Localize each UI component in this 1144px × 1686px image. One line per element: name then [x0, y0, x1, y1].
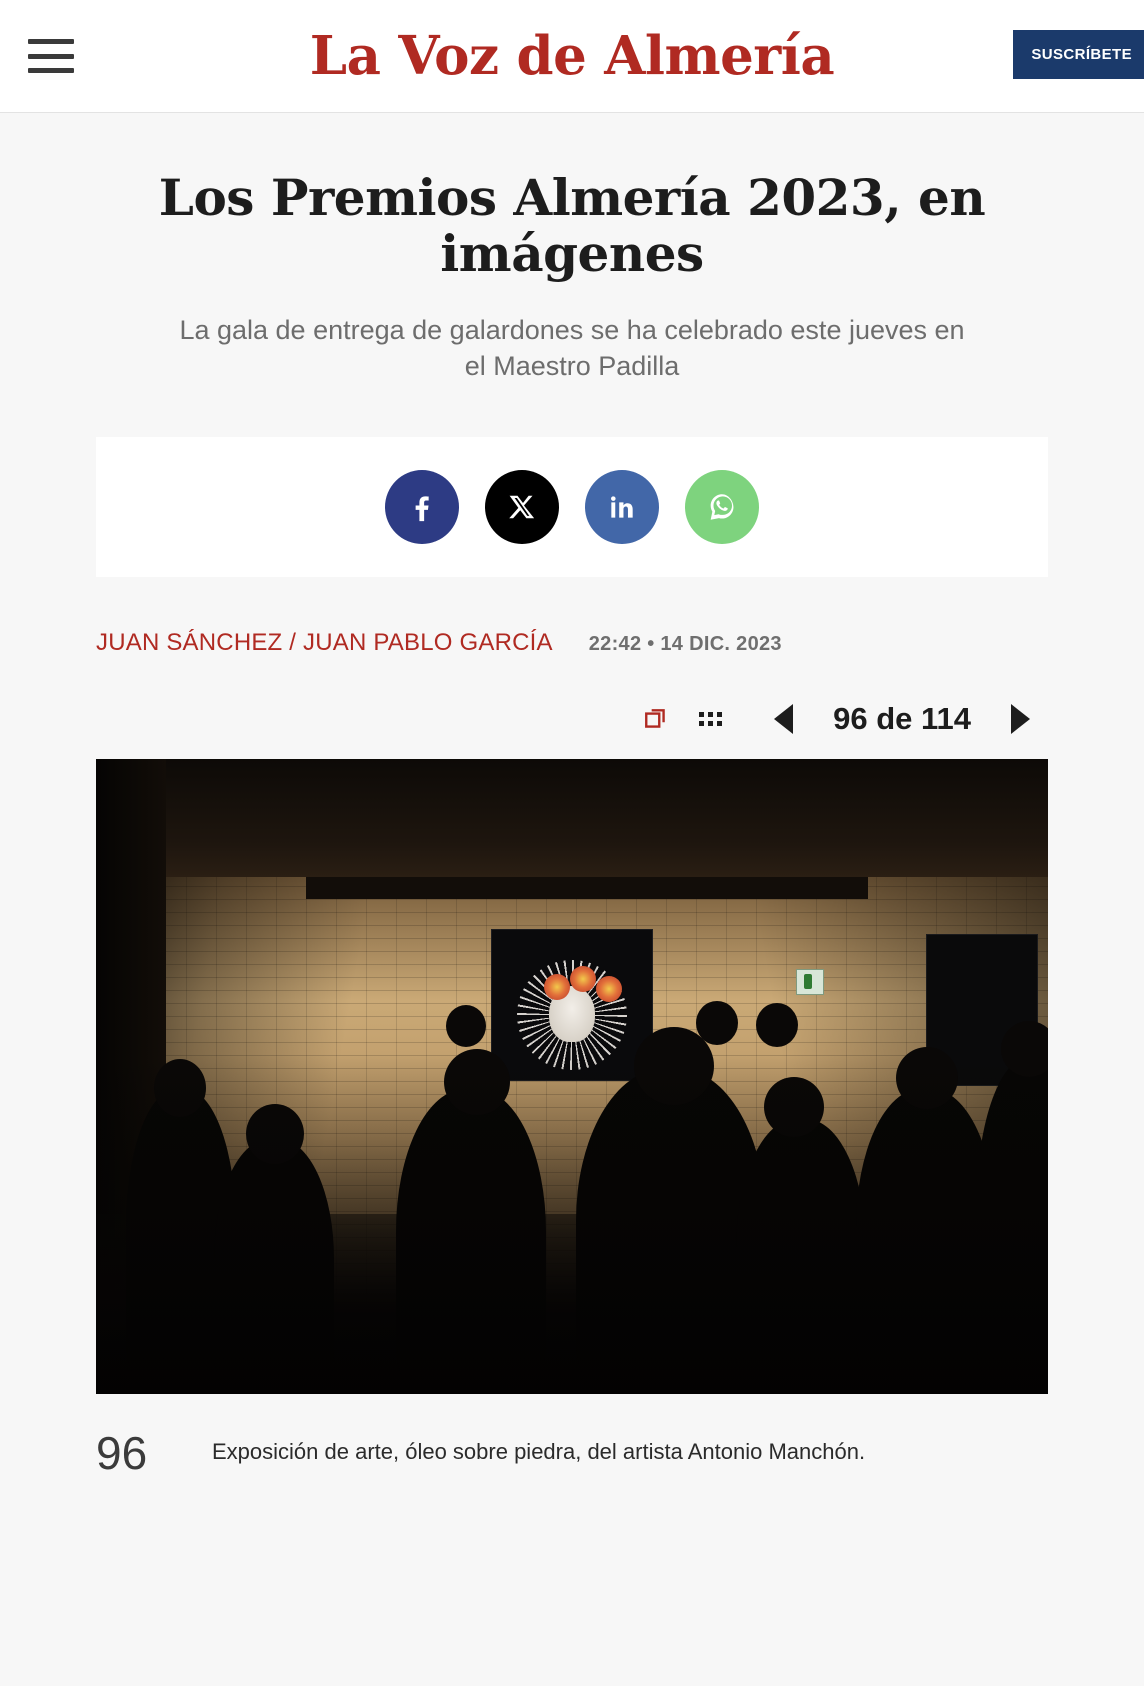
gallery-navigation	[96, 701, 1048, 737]
crowd-head	[446, 1005, 486, 1047]
grid-dot	[699, 712, 704, 717]
site-header	[0, 0, 1144, 113]
photo-scene	[96, 759, 1048, 1394]
hamburger-bar	[28, 54, 74, 59]
grid-dot	[699, 721, 704, 726]
artwork-flower	[570, 966, 596, 992]
photo-caption: Exposición de arte, óleo sobre piedra, del artista Antonio Manchón.	[212, 1439, 866, 1465]
photo-caption-row	[96, 1426, 1048, 1520]
facebook-share-button[interactable]	[385, 470, 459, 544]
article-datetime: 22:42 • 14 DIC. 2023	[588, 632, 782, 655]
share-bar	[96, 437, 1048, 577]
article-subtitle: La gala de entrega de galardones se ha celebrado este jueves en el Maestro Padilla	[179, 315, 965, 382]
hamburger-bar	[28, 68, 74, 73]
page-title: Los Premios Almería 2023, en imágenes	[158, 168, 986, 283]
duplicate-icon[interactable]	[643, 706, 669, 732]
whatsapp-share-button[interactable]	[685, 470, 759, 544]
exit-sign-icon	[796, 969, 824, 995]
hamburger-bar	[28, 39, 74, 44]
article-container	[96, 170, 1048, 1520]
gallery-counter: 96 de 114	[833, 700, 971, 736]
artwork-flower	[544, 974, 570, 1000]
subscribe-button[interactable]: SUSCRÍBETE	[1013, 30, 1144, 79]
crowd-head	[696, 1001, 738, 1045]
ceiling	[96, 759, 1048, 877]
byline	[96, 629, 1048, 657]
crowd-head	[756, 1003, 798, 1047]
site-logo[interactable]: La Voz de Almería	[309, 24, 835, 87]
gallery-photo[interactable]	[96, 759, 1048, 1394]
grid-view-icon[interactable]	[699, 712, 722, 726]
next-arrow-icon[interactable]	[1011, 704, 1030, 734]
previous-arrow-icon[interactable]	[774, 704, 793, 734]
article-authors[interactable]: JUAN SÁNCHEZ / JUAN PABLO GARCÍA	[96, 628, 553, 656]
grid-dot	[708, 721, 713, 726]
grid-dot	[708, 712, 713, 717]
photo-number: 96	[96, 1426, 148, 1479]
grid-dot	[717, 712, 722, 717]
crowd-shadow-overlay	[96, 1054, 1048, 1394]
x-share-button[interactable]	[485, 470, 559, 544]
hamburger-icon[interactable]	[28, 39, 74, 73]
page-body	[0, 113, 1144, 1686]
ceiling-beam	[306, 877, 868, 899]
grid-dot	[717, 721, 722, 726]
linkedin-share-button[interactable]	[585, 470, 659, 544]
artwork-flower	[596, 976, 622, 1002]
